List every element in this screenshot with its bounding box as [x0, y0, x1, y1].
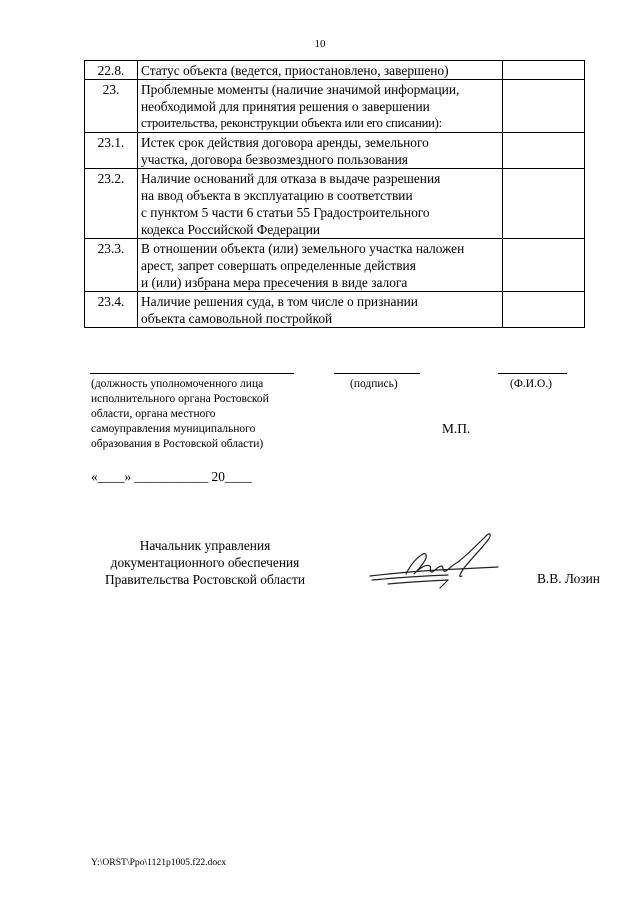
row-text-line: с пунктом 5 части 6 статьи 55 Градостроительного [141, 205, 430, 220]
row-text-line: участка, договора безвозмездного пользования [141, 152, 408, 167]
row-number: 23.4. [85, 292, 138, 328]
fio-line [498, 373, 567, 374]
row-text-line: Наличие оснований для отказа в выдаче разрешения [141, 171, 441, 186]
row-text-line: кодекса Российской Федерации [141, 222, 321, 237]
row-text-line: Истек срок действия договора аренды, земельного [141, 135, 429, 150]
table-row [85, 133, 585, 169]
row-text-line: Статус объекта (ведется, приостановлено, завершено) [141, 63, 449, 78]
chief-title-line: Начальник управления [139, 538, 271, 553]
row-value-cell [503, 292, 585, 328]
row-text-line: на ввод объекта в эксплуатацию в соответствии [141, 188, 413, 203]
row-text-line: В отношении объекта (или) земельного участка наложен [141, 241, 465, 256]
row-text-line: необходимой для принятия решения о завершении [141, 99, 430, 114]
table-row [85, 239, 585, 292]
position-caption [91, 377, 269, 452]
table-row [85, 61, 585, 80]
row-value-cell [503, 169, 585, 239]
caption-line: исполнительного органа Ростовской [91, 393, 269, 405]
row-value-cell [503, 80, 585, 133]
row-text [138, 169, 503, 239]
row-text [138, 61, 503, 80]
data-table [84, 60, 585, 328]
chief-title [85, 537, 325, 588]
handwritten-signature [368, 528, 508, 596]
caption-line: самоуправления муниципального [91, 423, 256, 435]
table-row [85, 80, 585, 133]
caption-line: области, органа местного [91, 408, 216, 420]
row-number: 23.2. [85, 169, 138, 239]
row-text-line: объекта самовольной постройкой [141, 311, 333, 326]
row-text-line: Наличие решения суда, в том числе о признании [141, 294, 418, 309]
fio-caption: (Ф.И.О.) [510, 378, 552, 390]
row-text [138, 80, 503, 133]
signature-line [334, 373, 420, 374]
row-number: 23.1. [85, 133, 138, 169]
signer-name: В.В. Лозин [537, 571, 600, 586]
table-row [85, 169, 585, 239]
row-number: 22.8. [85, 61, 138, 80]
page-number: 10 [314, 38, 326, 50]
row-number: 23.3. [85, 239, 138, 292]
row-value-cell [503, 239, 585, 292]
date-field: «____» ___________ 20____ [91, 469, 252, 484]
chief-title-line: документационного обеспечения [110, 555, 300, 570]
caption-line: (должность уполномоченного лица [91, 378, 264, 390]
signature-caption: (подпись) [350, 378, 398, 390]
row-text-line: арест, запрет совершать определенные действия [141, 258, 416, 273]
row-number: 23. [85, 80, 138, 133]
chief-title-line: Правительства Ростовской области [104, 572, 306, 587]
footer-file-path: Y:\ORST\Ppo\1121p1005.f22.docx [91, 857, 227, 868]
table-row [85, 292, 585, 328]
row-text [138, 239, 503, 292]
row-text [138, 133, 503, 169]
row-text-line: Проблемные моменты (наличие значимой информации, [141, 82, 460, 97]
row-text [138, 292, 503, 328]
caption-line: образования в Ростовской области) [91, 438, 264, 450]
stamp-label: М.П. [442, 421, 471, 436]
row-value-cell [503, 133, 585, 169]
row-text-line: строительства, реконструкции объекта или его списании): [141, 116, 442, 130]
position-line [90, 373, 294, 374]
row-text-line: и (или) избрана мера пресечения в виде залога [141, 275, 408, 290]
row-value-cell [503, 61, 585, 80]
